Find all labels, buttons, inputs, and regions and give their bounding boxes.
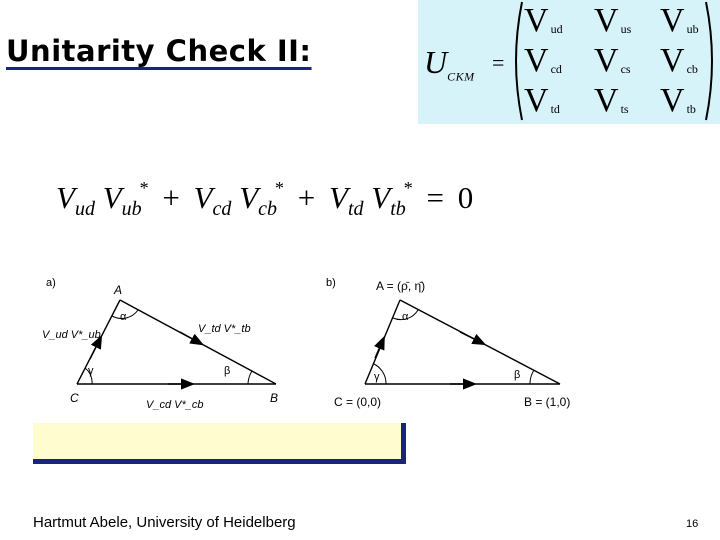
vertex-c-label-a: C: [70, 391, 79, 405]
ckm-cell: V $_{cb}$: [660, 42, 698, 79]
side-right-label: V_td V*_tb: [198, 323, 251, 335]
footer-author: Hartmut Abele, University of Heidelberg: [33, 514, 296, 531]
vertex-a-label: A: [114, 283, 123, 297]
triangle-b: [365, 300, 560, 384]
page-number: 16: [686, 518, 699, 530]
diagram-a-label: a): [46, 277, 56, 289]
ckm-cell: V $_{ts}$: [594, 82, 629, 119]
gamma-label-a: γ: [88, 365, 94, 377]
ckm-cell: V $_{ud}$: [524, 2, 563, 39]
vertex-b-label-b: B = (1,0): [524, 395, 571, 409]
unitarity-equation: $V_{ud}$ $V_{ub}^* + V_{cd}$ $V_{cb}^* + V_{td}$ $V_{tb}^* = 0$: [56, 178, 474, 221]
beta-label-b: β: [514, 369, 521, 381]
alpha-label-a: α: [120, 311, 127, 323]
ckm-cell: V $_{tb}$: [660, 82, 696, 119]
empty-highlight-box: [33, 423, 406, 464]
gamma-label-b: γ: [374, 371, 380, 383]
ckm-matrix-box: [418, 0, 720, 124]
ckm-cell: V $_{td}$: [524, 82, 560, 119]
side-left-label: V_ud V*_ub: [42, 329, 101, 341]
ckm-lhs: $U_{CKM}$: [424, 44, 475, 84]
alpha-label-b: α: [402, 311, 409, 323]
vertex-c-label-b: C = (0,0): [334, 395, 382, 409]
right-paren-icon: [702, 0, 720, 122]
ckm-equals: =: [492, 50, 505, 75]
vertex-a-label-b: A = (ρ̄, η̄): [376, 279, 426, 293]
ckm-cell: V $_{ub}$: [660, 2, 699, 39]
beta-label-a: β: [224, 365, 231, 377]
diagram-b-label: b): [326, 277, 336, 289]
ckm-cell: V $_{cs}$: [594, 42, 631, 79]
unitarity-triangles: [30, 266, 590, 416]
triangle-a: [77, 300, 276, 384]
side-bottom-label: V_cd V*_cb: [146, 399, 204, 411]
ckm-cell: V $_{cd}$: [524, 42, 562, 79]
slide-title: Unitarity Check II:: [6, 34, 312, 68]
vertex-b-label-a: B: [270, 391, 279, 405]
ckm-cell: V $_{us}$: [594, 2, 632, 39]
